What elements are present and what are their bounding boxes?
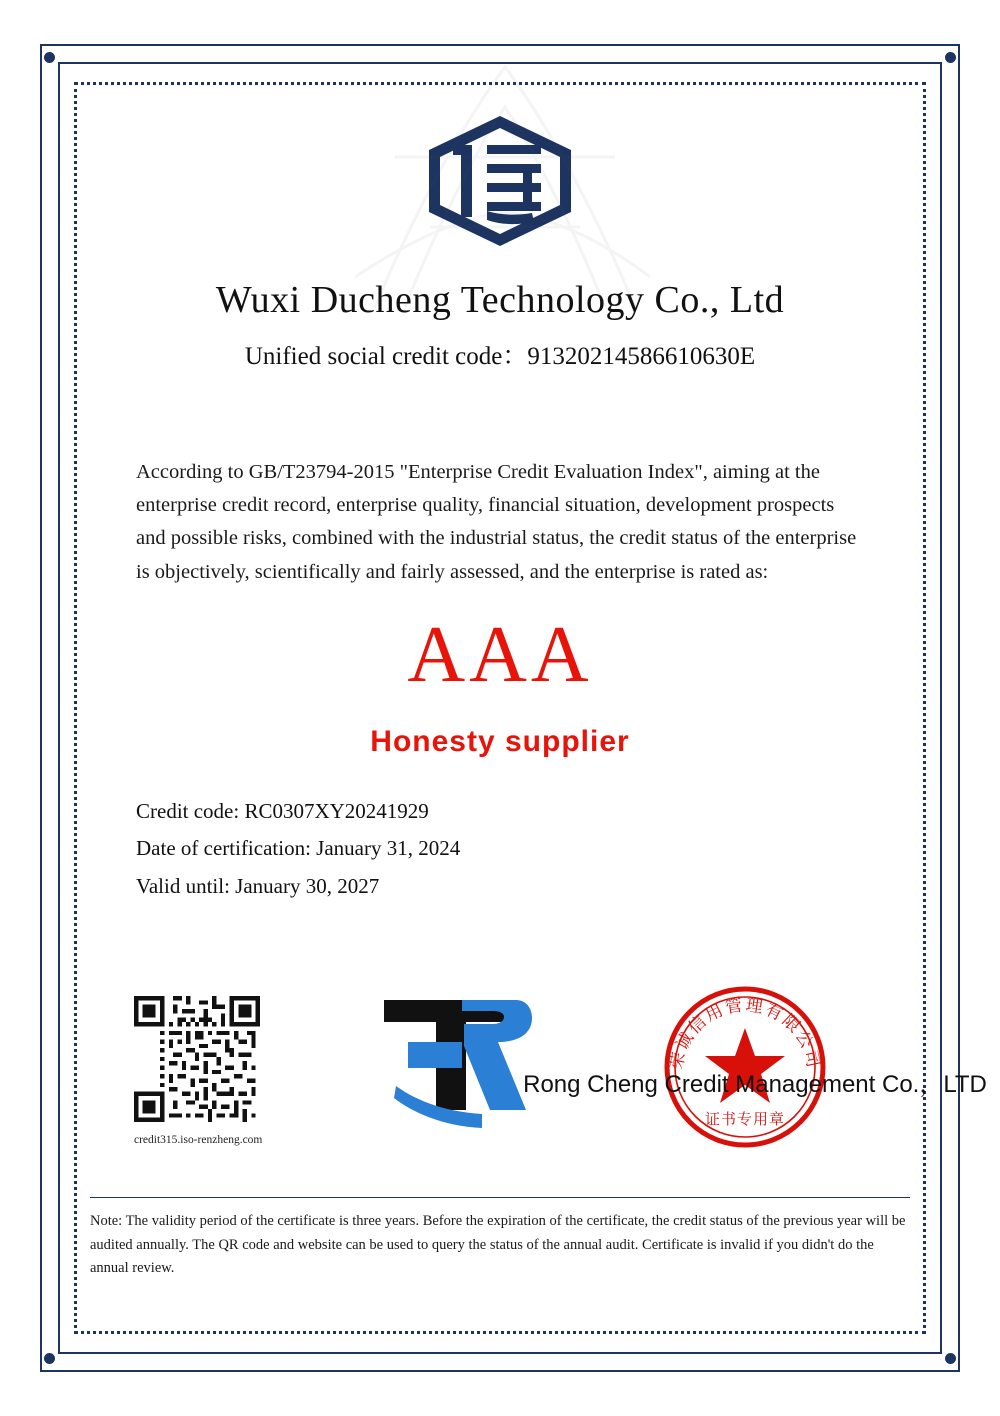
svg-text:证书专用章: 证书专用章: [704, 1111, 786, 1128]
certificate-content: [90, 96, 987, 1320]
qr-block: [134, 996, 266, 1146]
qr-url-label: credit315.iso-renzheng.com: [134, 1134, 263, 1146]
certificate-body-text: According to GB/T23794-2015 "Enterprise Credit Evaluation Index", aiming at the enterprise credit record, enterprise quality, financial situation, development prospects and possible risks, combined with the industrial status, the credit status of the enterprise is objectively, scientifically and fairly assessed, and the enterprise is rated as:: [136, 461, 857, 583]
corner-dot-bottom-right: [945, 1353, 956, 1364]
validity-note: Note: The validity period of the certificate is three years. Before the expiration of the certificate, the credit status of the previous year will be audited annually. The QR code and website can be used to query the status of the annual audit. Certificate is invalid if you didn't do the annual review.: [90, 1197, 910, 1280]
unified-social-credit-code: Unified social credit code：91320214586610630E: [244, 343, 756, 370]
certificate-footer: [90, 995, 987, 1276]
official-seal-stamp: [662, 984, 828, 1150]
svg-text:荣诚信用管理有限公司: 荣诚信用管理有限公司: [666, 995, 824, 1071]
issuer-name: Rong Cheng Credit Management Co.，LTD: [523, 1071, 987, 1098]
rating-grade: AAA: [407, 610, 593, 699]
emblem-logo-wrap: [90, 106, 910, 256]
credit-code-value: Credit code: RC0307XY20241929: [136, 798, 429, 823]
rong-cheng-logo-icon: [366, 990, 536, 1130]
corner-dot-bottom-left: [44, 1353, 55, 1364]
rating-subtitle: Honesty supplier: [370, 724, 630, 758]
date-of-certification: Date of certification: January 31, 2024: [136, 836, 461, 861]
corner-dot-top-left: [44, 52, 55, 63]
company-name: Wuxi Ducheng Technology Co., Ltd: [215, 279, 785, 321]
certificate-details: [90, 793, 910, 905]
xin-hexagon-icon: [425, 115, 575, 247]
corner-dot-top-right: [945, 52, 956, 63]
qr-code-icon[interactable]: [134, 996, 260, 1122]
valid-until: Valid until: January 30, 2027: [136, 873, 380, 898]
